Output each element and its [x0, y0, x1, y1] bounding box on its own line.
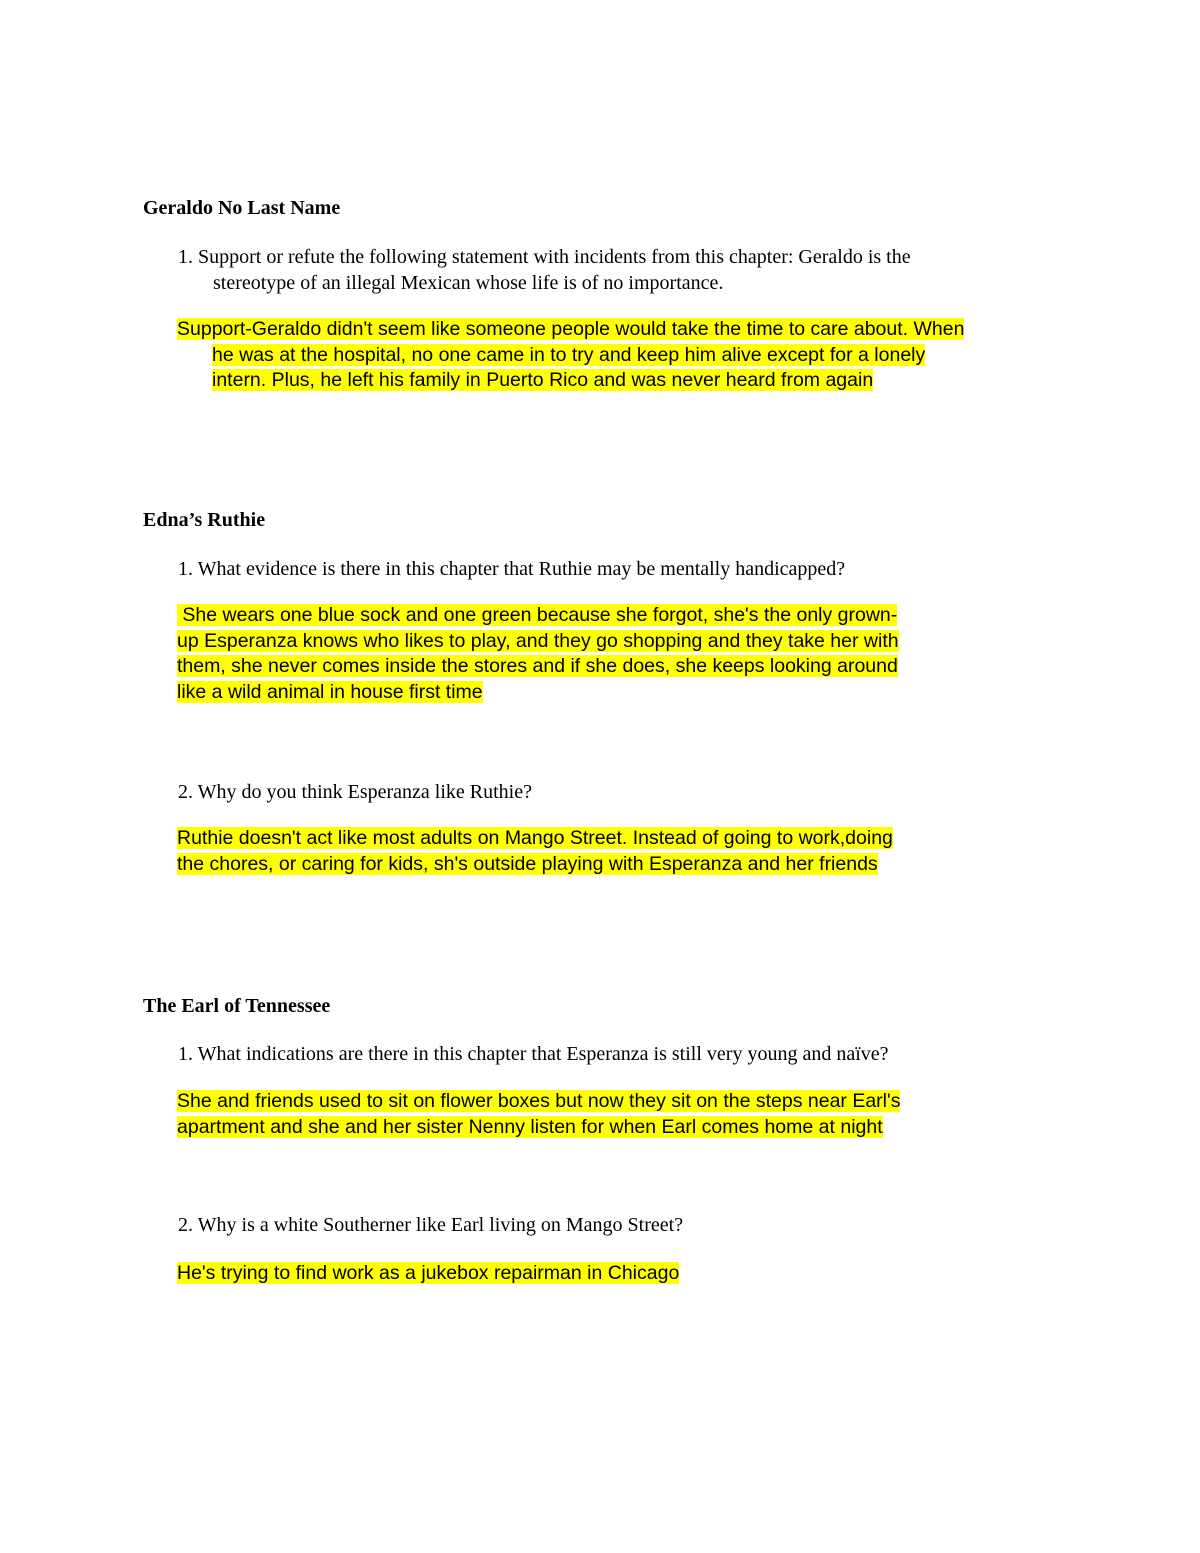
question-earl-1: [178, 1041, 1058, 1067]
question-line: stereotype of an illegal Mexican whose life is of no importance.: [213, 272, 724, 294]
question-line: 2. Why is a white Southerner like Earl living on Mango Street?: [178, 1214, 684, 1236]
answer-line: [177, 368, 964, 394]
question-line: 2. Why do you think Esperanza like Ruthie?: [178, 781, 532, 803]
answer-geraldo-1: [177, 317, 964, 394]
answer-line: [177, 1261, 679, 1287]
highlighted-text: Ruthie doesn't act like most adults on Mango Street. Instead of going to work,doing: [177, 827, 893, 849]
highlighted-text: he was at the hospital, no one came in to try and keep him alive except for a lonely: [212, 343, 926, 366]
answer-line: [177, 317, 964, 343]
answer-line: [177, 1089, 900, 1115]
section-heading-geraldo: Geraldo No Last Name: [143, 197, 341, 219]
highlighted-text: apartment and she and her sister Nenny listen for when Earl comes home at night: [177, 1115, 883, 1138]
section-heading-earl-of-tennessee: The Earl of Tennessee: [143, 995, 331, 1017]
answer-line: [177, 654, 899, 680]
highlighted-text: She and friends used to sit on flower boxes but now they sit on the steps near Earl's: [177, 1090, 901, 1112]
highlighted-text: She wears one blue sock and one green because she forgot, she's the only grown-: [177, 604, 898, 626]
question-line: 1. Support or refute the following statement with incidents from this chapter: Geraldo is the: [178, 246, 911, 268]
highlighted-text: He's trying to find work as a jukebox repairman in Chicago: [177, 1262, 680, 1284]
answer-line: [177, 343, 964, 369]
answer-earl-2: [177, 1261, 679, 1287]
question-ruthie-1: [178, 556, 1058, 582]
question-line: 1. What indications are there in this chapter that Esperanza is still very young and naïve?: [178, 1043, 889, 1065]
highlighted-text: like a wild animal in house first time: [177, 680, 483, 703]
answer-line: [177, 629, 899, 655]
section-heading-ednas-ruthie: Edna’s Ruthie: [143, 509, 266, 531]
question-line: 1. What evidence is there in this chapter that Ruthie may be mentally handicapped?: [178, 558, 846, 580]
highlighted-text: up Esperanza knows who likes to play, and they go shopping and they take her with: [177, 629, 899, 652]
answer-ruthie-2: [177, 826, 893, 877]
highlighted-text: Support-Geraldo didn't seem like someone people would take the time to care about. When: [177, 318, 965, 340]
answer-line: [177, 1115, 900, 1141]
highlighted-text: intern. Plus, he left his family in Puerto Rico and was never heard from again: [212, 369, 874, 391]
question-geraldo-1: [178, 244, 1058, 296]
answer-ruthie-1: [177, 603, 899, 705]
question-ruthie-2: [178, 779, 1058, 805]
answer-line: [177, 826, 893, 852]
answer-line: [177, 852, 893, 878]
question-earl-2: [178, 1212, 1058, 1238]
highlighted-text: the chores, or caring for kids, sh's outside playing with Esperanza and her friends: [177, 852, 878, 875]
answer-earl-1: [177, 1089, 900, 1140]
highlighted-text: them, she never comes inside the stores and if she does, she keeps looking around: [177, 655, 898, 677]
answer-line: [177, 680, 899, 706]
answer-line: [177, 603, 899, 629]
